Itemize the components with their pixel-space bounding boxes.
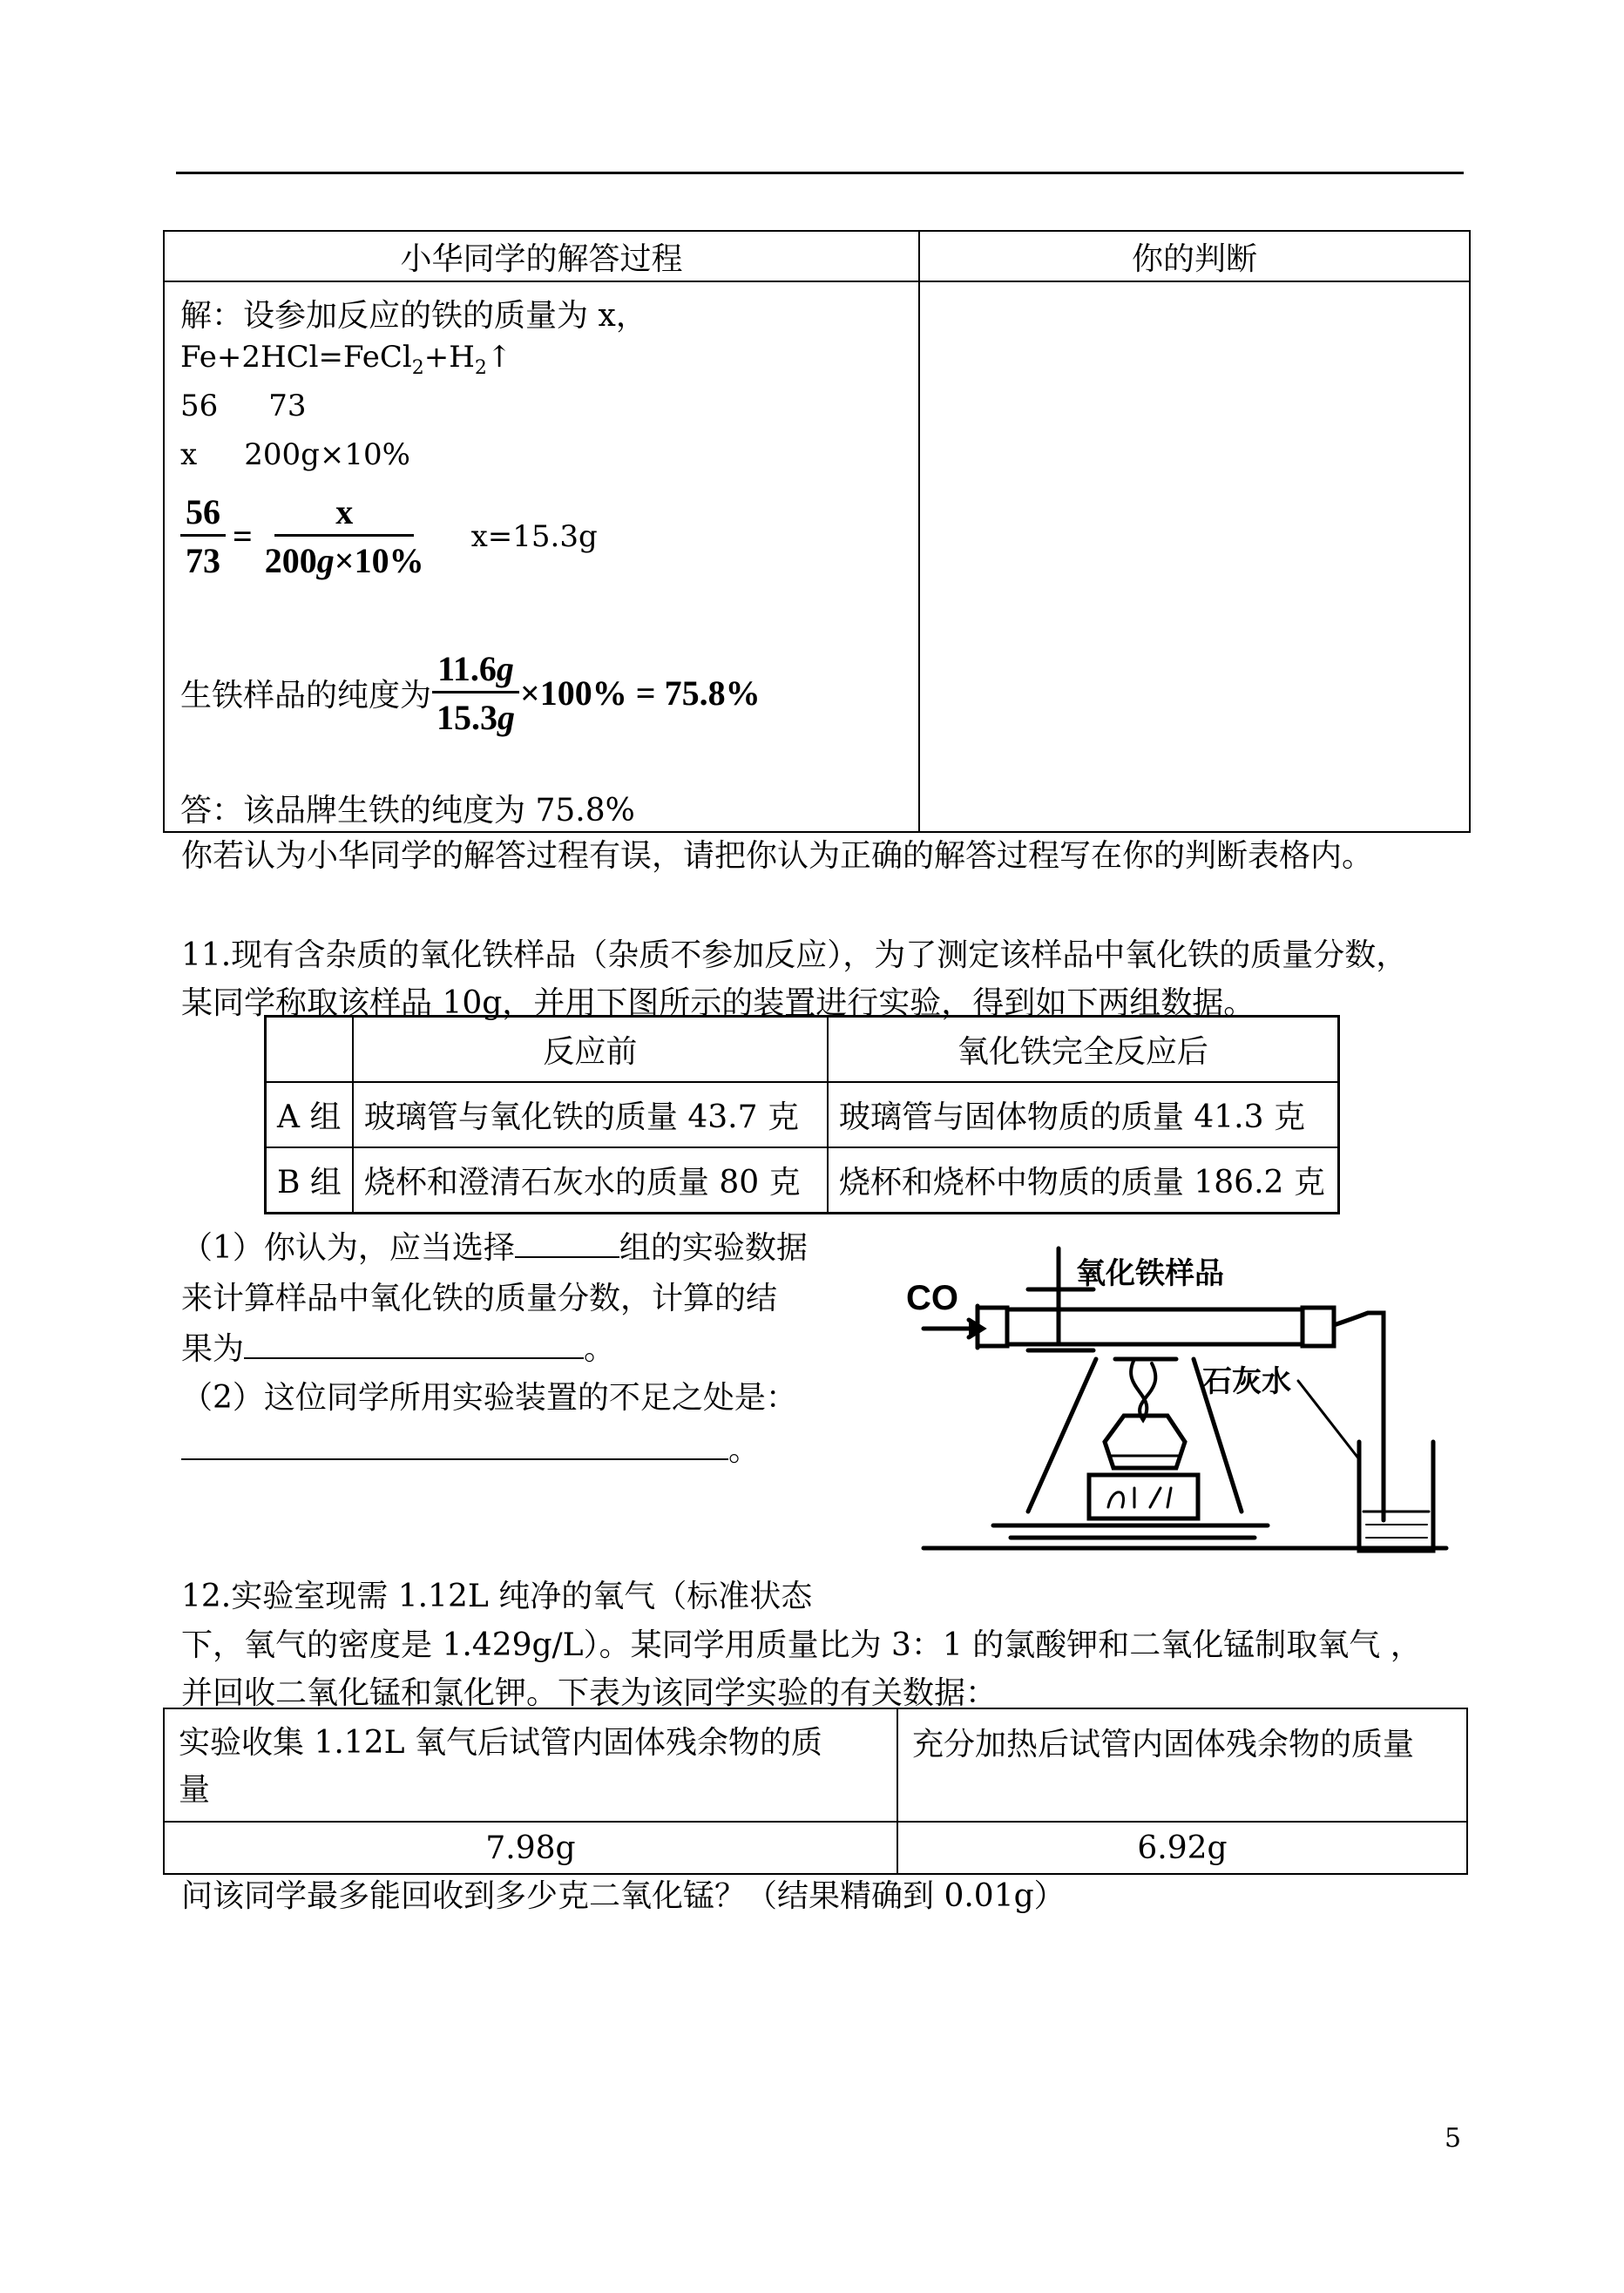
table-cell: 烧杯和烧杯中物质的质量 186.2 克 — [828, 1147, 1339, 1214]
q11-line-1: 11.现有含杂质的氧化铁样品（杂质不参加反应），为了测定该样品中氧化铁的质量分数， — [181, 937, 1408, 973]
table-cell: B 组 — [266, 1147, 353, 1214]
q12-question: 问该同学最多能回收到多少克二氧化锰？（结果精确到 0.01g） — [181, 1878, 1066, 1914]
table-cell: 6.92g — [897, 1822, 1467, 1874]
judgment-header: 你的判断 — [919, 231, 1470, 281]
up-arrow-icon: ↑ — [486, 340, 512, 375]
q11-sub1-line-1: （1）你认为，应当选择 组的实验数据 — [181, 1230, 808, 1266]
purity-line: 生铁样品的纯度为 $\frac{11.6g}{15.3g}$ ×100% = 75.8% — [180, 649, 761, 737]
proportion-equation: $\frac{56}{73}$ = $\frac{x}{200g\times 10\%}$ x=15.3g — [180, 491, 598, 581]
equation: $Fe+2HCl=FeCl_2+H_2↑$ — [180, 340, 512, 379]
q11-sub1-line-3: 果为 。 — [181, 1331, 616, 1367]
q11-data-table — [264, 1015, 1340, 1214]
fraction-56-73: $\frac{56}{73}$ — [180, 491, 226, 581]
variable-line: x 200g×10% — [180, 437, 410, 472]
tripod-leg-left — [1028, 1359, 1096, 1512]
table-row — [266, 1147, 1339, 1214]
solution-answer: 答：该品牌生铁的纯度为 75.8% — [180, 793, 635, 829]
fraction-purity: $\frac{11.6g}{15.3g}$ — [431, 648, 520, 738]
solution-line-1: 解：设参加反应的铁的质量为 x， — [180, 298, 647, 334]
answer-blank-defect[interactable] — [181, 1432, 728, 1460]
table-header: 充分加热后试管内固体残余物的质量 — [897, 1708, 1467, 1822]
instruction-note: 你若认为小华同学的解答过程有误，请把你认为正确的解答过程写在你的判断表格内。 — [181, 838, 1374, 874]
sample-label: 氧化铁样品 — [1076, 1256, 1224, 1291]
q11-sub1-line-2: 来计算样品中氧化铁的质量分数，计算的结 — [181, 1281, 778, 1316]
table-cell: A 组 — [266, 1082, 353, 1147]
molar-mass-line: 56 73 — [180, 389, 307, 423]
x-result: x=15.3g — [470, 518, 598, 554]
table-cell: 玻璃管与氧化铁的质量 43.7 克 — [353, 1082, 828, 1147]
table-cell: 玻璃管与固体物质的质量 41.3 克 — [828, 1082, 1339, 1147]
solution-cell — [164, 281, 919, 832]
page-number: 5 — [1445, 2123, 1462, 2154]
solution-header: 小华同学的解答过程 — [164, 231, 919, 281]
co-label: CO — [906, 1279, 958, 1317]
table-header: 反应前 — [353, 1017, 828, 1083]
q12-data-table — [163, 1708, 1468, 1875]
q12-line-2: 下，氧气的密度是 1.429g/L）。某同学用质量比为 3：1 的氯酸钾和二氧化锰制取氧气 ， — [181, 1627, 1422, 1663]
table-row — [164, 1708, 1467, 1822]
judgment-cell[interactable] — [919, 281, 1470, 832]
solution-table — [163, 230, 1471, 833]
q12-line-1: 12.实验室现需 1.12L 纯净的氧气（标准状态 — [181, 1579, 813, 1614]
lamp-stand — [1089, 1475, 1198, 1519]
flame — [1131, 1359, 1155, 1420]
beaker — [1359, 1442, 1433, 1551]
q12-line-3: 并回收二氧化锰和氯化钾。下表为该同学实验的有关数据： — [181, 1675, 998, 1711]
table-row — [266, 1082, 1339, 1147]
table-header: 实验收集 1.12L 氧气后试管内固体残余物的质 量 — [164, 1708, 897, 1822]
table-cell: 烧杯和澄清石灰水的质量 80 克 — [353, 1147, 828, 1214]
fraction-x: $\frac{x}{200g\times 10\%}$ — [264, 492, 424, 580]
table-row — [164, 1822, 1467, 1874]
table-cell: 7.98g — [164, 1822, 897, 1874]
table-header: 氧化铁完全反应后 — [828, 1017, 1339, 1083]
header-rule — [176, 172, 1464, 174]
table-cell — [266, 1017, 353, 1083]
apparatus-figure — [906, 1241, 1455, 1559]
answer-blank-result[interactable] — [244, 1331, 584, 1359]
table-row — [266, 1017, 1339, 1083]
limewater-label: 石灰水 — [1202, 1364, 1291, 1399]
q11-sub2-blank-line: 。 — [181, 1425, 760, 1470]
alcohol-lamp — [1105, 1416, 1185, 1468]
q11-sub2-line: （2）这位同学所用实验装置的不足之处是： — [181, 1380, 797, 1416]
answer-blank-group[interactable] — [515, 1230, 619, 1258]
q11-line-2: 某同学称取该样品 10g，并用下图所示的装置进行实验，得到如下两组数据。 — [181, 985, 1255, 1021]
